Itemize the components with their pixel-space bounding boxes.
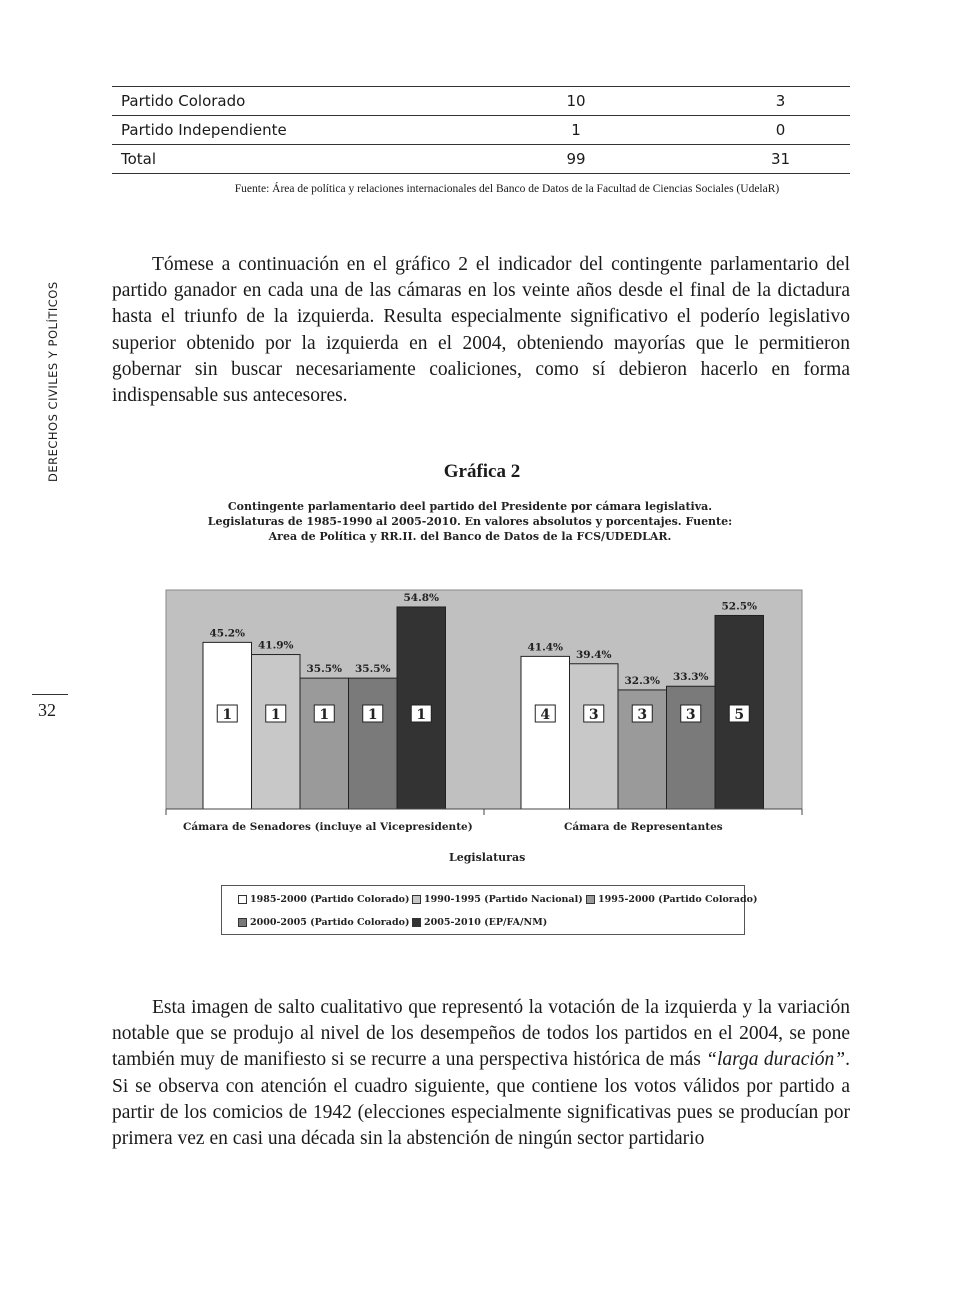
table-cell-value: 0 [691, 116, 850, 145]
x-category-label: Cámara de Representantes [564, 821, 723, 833]
data-label: 39.4% [575, 648, 612, 661]
legend-entry [238, 917, 409, 928]
data-label: 32.3% [624, 674, 661, 687]
data-label: 52.5% [721, 600, 758, 613]
legend-label: 1995-2000 (Partido Colorado) [598, 894, 758, 905]
paragraph-text: . Si se observa con atención el cuadro siguiente, que contiene los votos válidos por partido a partir de los comicios de 1942 (elecciones especialmente significativas pues se producían por primera vez en casi una década sin la abstención de ningún sector partidario [112, 1049, 850, 1150]
x-category-label: Cámara de Senadores (incluye al Vicepresidente) [183, 821, 473, 833]
page-number: 32 [38, 700, 56, 720]
count-label: 4 [540, 707, 551, 723]
table-row [112, 87, 850, 116]
paragraph-text: Tómese a continuación en el gráfico 2 el indicador del contingente parlamentario del partido ganador en cada una de las cámaras en los veinte años desde el final de la dictadura hasta el triunfo de la izquierda. Resulta especialmente significativo el poderío legislativo superior obtenido por la izquierda en el 2004, obteniendo mayorías que le permitieron gobernar sin buscar necesariamente coaliciones, como sí debieron hacerlo en forma indispensable sus antecesores. [112, 254, 850, 407]
chart-title-line: Area de Política y RR.II. del Banco de Datos de la FCS/UDEDLAR. [268, 530, 672, 543]
data-label: 54.8% [403, 591, 440, 604]
page-number-rule [32, 694, 68, 695]
data-label: 41.4% [527, 641, 564, 654]
body-paragraph [112, 252, 850, 409]
count-label: 3 [685, 707, 696, 723]
legend-swatch [412, 918, 421, 927]
bar [252, 655, 301, 809]
count-label: 5 [734, 707, 745, 723]
legend-entry [238, 894, 409, 905]
chart-legend [221, 885, 758, 935]
table-source-note: Fuente: Área de política y relaciones internacionales del Banco de Datos de la Facultad de Ciencias Sociales (UdelaR) [234, 183, 780, 195]
legend-entry [586, 894, 757, 905]
data-label: 35.5% [354, 663, 391, 676]
legend-swatch [412, 895, 421, 904]
bar [349, 678, 398, 809]
table-row [112, 145, 850, 174]
legend-entry [412, 917, 547, 928]
table-cell-value: 10 [401, 87, 691, 116]
paragraph-text: Esta imagen de salto cualitativo que representó la votación de la izquierda y la variación notable que se produjo al nivel de los desempeños de todos los partidos en el 2004, se pone también muy de manifiesto si se recurre a una perspectiva histórica de más [112, 997, 850, 1071]
legend-label: 2000-2005 (Partido Colorado) [250, 917, 410, 928]
data-label: 33.3% [672, 671, 709, 684]
legend-label: 1985-2000 (Partido Colorado) [250, 894, 410, 905]
count-label: 3 [637, 707, 648, 723]
data-label: 41.9% [257, 639, 294, 652]
chart-title-line: Contingente parlamentario deel partido del Presidente por cámara legislativa. [227, 500, 713, 513]
seats-table [112, 86, 850, 174]
legend-entry [412, 894, 583, 905]
paragraph-italic: “larga duración” [706, 1049, 846, 1071]
bar [203, 642, 252, 809]
count-label: 1 [222, 707, 233, 723]
data-label: 45.2% [209, 627, 246, 640]
figure-title: Gráfica 2 [443, 461, 521, 482]
legend-label: 1990-1995 (Partido Nacional) [424, 894, 583, 905]
legend-label: 2005-2010 (EP/FA/NM) [424, 917, 548, 928]
count-label: 1 [416, 707, 427, 723]
running-head: DERECHOS CIVILES Y POLÍTICOS [46, 281, 60, 482]
bar [521, 656, 570, 809]
table-cell-value: 3 [691, 87, 850, 116]
table-row [112, 116, 850, 145]
table-cell-party: Total [112, 145, 401, 174]
bar [570, 664, 619, 809]
count-label: 1 [270, 707, 281, 723]
chart-title [190, 499, 750, 544]
bar-chart [150, 580, 820, 820]
table-cell-party: Partido Colorado [112, 87, 401, 116]
legend-swatch [238, 895, 247, 904]
table-cell-party: Partido Independiente [112, 116, 401, 145]
x-axis-label: Legislaturas [449, 851, 526, 864]
data-label: 35.5% [306, 663, 343, 676]
table-cell-value: 1 [401, 116, 691, 145]
table-cell-value: 31 [691, 145, 850, 174]
bar [300, 678, 349, 809]
chart-title-line: Legislaturas de 1985-1990 al 2005-2010. En valores absolutos y porcentajes. Fuente: [207, 515, 733, 528]
body-paragraph [112, 995, 850, 1152]
legend-swatch [238, 918, 247, 927]
legend-swatch [586, 895, 595, 904]
count-label: 1 [367, 707, 378, 723]
count-label: 3 [588, 707, 599, 723]
table-cell-value: 99 [401, 145, 691, 174]
count-label: 1 [319, 707, 330, 723]
